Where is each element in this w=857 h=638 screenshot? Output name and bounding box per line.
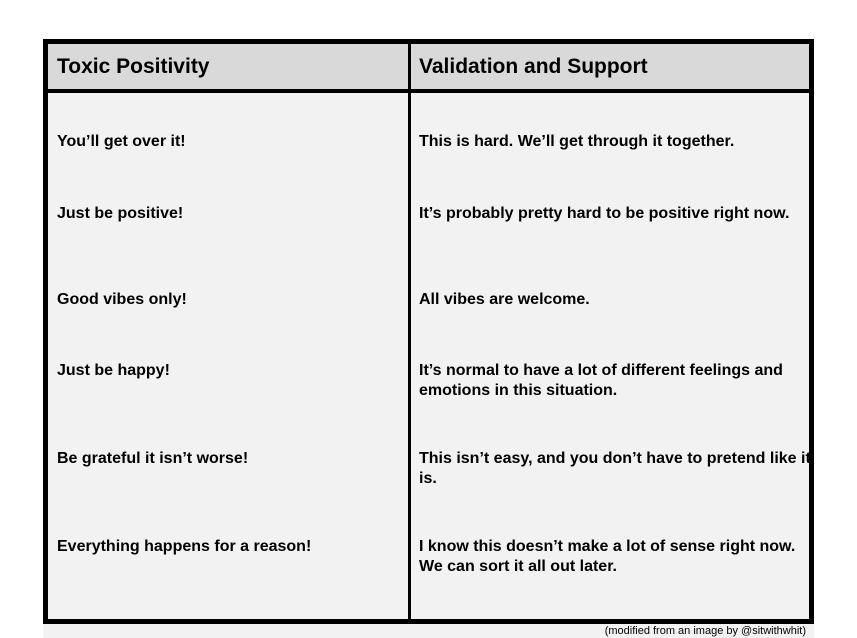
validation-phrase: This isn’t easy, and you don’t have to pretend like it is. bbox=[419, 450, 811, 487]
validation-phrase: I know this doesn’t make a lot of sense right now. We can sort it all out later. bbox=[419, 538, 796, 575]
toxic-phrase: Be grateful it isn’t worse! bbox=[57, 450, 249, 467]
column-divider bbox=[408, 44, 411, 619]
toxic-phrase: Good vibes only! bbox=[57, 291, 187, 308]
toxic-phrase: Everything happens for a reason! bbox=[57, 538, 312, 555]
toxic-phrase: Just be happy! bbox=[57, 362, 170, 379]
table-header-row bbox=[48, 44, 809, 93]
toxic-phrase: You’ll get over it! bbox=[57, 133, 186, 150]
validation-phrase: It’s normal to have a lot of different feelings and emotions in this situation. bbox=[419, 362, 783, 399]
validation-phrase: It’s probably pretty hard to be positive right now. bbox=[419, 205, 790, 222]
validation-phrase: All vibes are welcome. bbox=[419, 291, 590, 308]
header-validation-support: Validation and Support bbox=[419, 55, 648, 78]
header-toxic-positivity: Toxic Positivity bbox=[57, 55, 210, 78]
toxic-phrase: Just be positive! bbox=[57, 205, 184, 222]
validation-phrase: This is hard. We’ll get through it together. bbox=[419, 133, 735, 150]
image-credit: (modified from an image by @sitwithwhit) bbox=[43, 624, 814, 638]
comparison-table bbox=[43, 39, 814, 624]
